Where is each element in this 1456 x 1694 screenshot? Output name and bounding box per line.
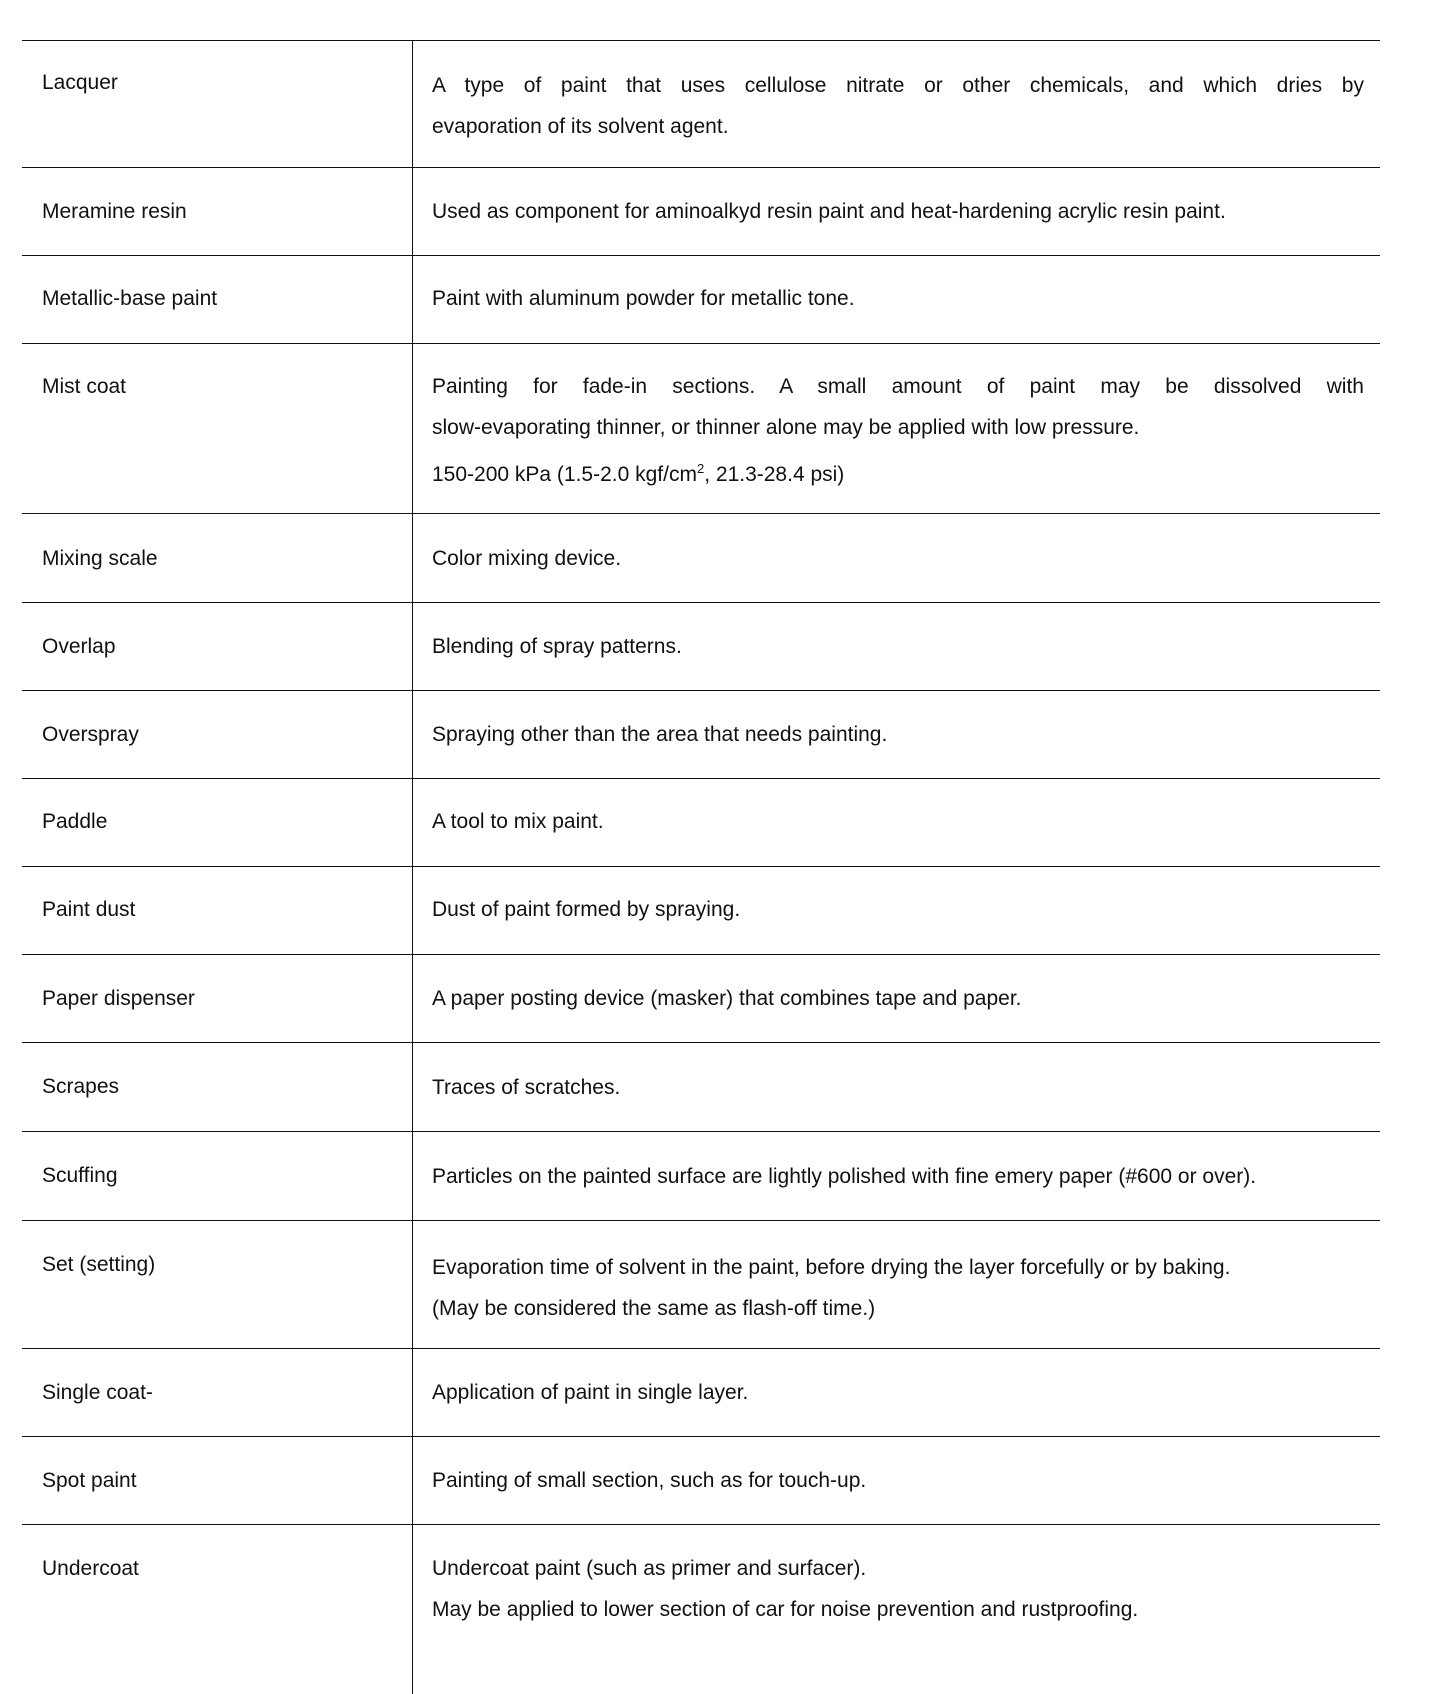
table-row — [22, 1524, 1380, 1674]
term-cell: Scuffing — [42, 1164, 118, 1187]
definition-cell — [432, 1067, 1364, 1108]
term-cell: Scrapes — [42, 1075, 120, 1098]
term-cell: Set (setting) — [42, 1253, 156, 1276]
term-cell: Overspray — [42, 723, 139, 746]
term-cell: Overlap — [42, 635, 116, 658]
table-row — [22, 1131, 1380, 1220]
superscript: 2 — [696, 461, 705, 476]
table-row — [22, 1042, 1380, 1131]
term-cell: Undercoat — [42, 1557, 139, 1580]
definition-line: Particles on the painted surface are lightly polished with fine emery paper (#600 or over). — [432, 1165, 1257, 1188]
definition-line: (May be considered the same as flash-off time.) — [432, 1297, 876, 1320]
definition-cell — [432, 191, 1364, 232]
definition-line: A type of paint that uses cellulose nitrate or other chemicals, and which dries by — [432, 74, 1364, 97]
definition-cell — [432, 801, 1364, 842]
definition-line: May be applied to lower section of car for noise prevention and rustproofing. — [432, 1598, 1139, 1621]
definition-line: Traces of scratches. — [432, 1076, 621, 1099]
definition-line: Application of paint in single layer. — [432, 1381, 749, 1404]
table-row — [22, 602, 1380, 690]
definition-line: slow-evaporating thinner, or thinner alone may be applied with low pressure. — [432, 416, 1140, 439]
definition-line: Dust of paint formed by spraying. — [432, 898, 741, 921]
definition-cell — [432, 1247, 1364, 1329]
table-row — [22, 167, 1380, 255]
table-row — [22, 255, 1380, 343]
definition-cell — [432, 1460, 1364, 1501]
table-row — [22, 513, 1380, 602]
term-cell: Meramine resin — [42, 200, 187, 223]
term-cell: Single coat- — [42, 1381, 153, 1404]
definition-cell — [432, 626, 1364, 667]
definition-cell — [432, 65, 1364, 147]
glossary-table — [22, 40, 1380, 1674]
definition-line: Undercoat paint (such as primer and surfacer). — [432, 1557, 867, 1580]
table-row — [22, 1436, 1380, 1524]
definition-line: Color mixing device. — [432, 547, 622, 570]
term-cell: Metallic-base paint — [42, 287, 218, 310]
definition-line: Painting of small section, such as for touch-up. — [432, 1469, 867, 1492]
definition-cell — [432, 714, 1364, 755]
definition-line: A tool to mix paint. — [432, 810, 604, 833]
table-row — [22, 866, 1380, 954]
table-row — [22, 40, 1380, 167]
definition-cell — [432, 278, 1364, 319]
definition-cell — [432, 1548, 1364, 1630]
definition-line: Paint with aluminum powder for metallic tone. — [432, 287, 855, 310]
definition-cell — [432, 1372, 1364, 1413]
definition-line: Spraying other than the area that needs painting. — [432, 723, 888, 746]
definition-cell — [432, 889, 1364, 930]
term-cell: Paper dispenser — [42, 987, 195, 1010]
term-cell: Mixing scale — [42, 547, 158, 570]
table-row — [22, 690, 1380, 778]
term-cell: Spot paint — [42, 1469, 137, 1492]
term-cell: Lacquer — [42, 71, 118, 94]
table-row — [22, 343, 1380, 513]
definition-cell — [432, 1156, 1364, 1197]
definition-line: Used as component for aminoalkyd resin paint and heat-hardening acrylic resin paint. — [432, 200, 1226, 223]
table-row — [22, 1220, 1380, 1348]
table-row — [22, 954, 1380, 1042]
definition-cell — [432, 538, 1364, 579]
term-cell: Paint dust — [42, 898, 136, 921]
definition-line: Blending of spray patterns. — [432, 635, 682, 658]
table-row — [22, 1348, 1380, 1436]
definition-line: evaporation of its solvent agent. — [432, 115, 729, 138]
definition-line: A paper posting device (masker) that combines tape and paper. — [432, 987, 1022, 1010]
definition-line: Evaporation time of solvent in the paint, before drying the layer forcefully or by baking. — [432, 1256, 1231, 1279]
term-cell: Mist coat — [42, 375, 127, 398]
pressure-spec: 150-200 kPa (1.5-2.0 kgf/$cm^2$, 21.3-28.4 psi) — [432, 461, 845, 486]
definition-line: Painting for fade-in sections. A small amount of paint may be dissolved with — [432, 375, 1364, 398]
table-row — [22, 778, 1380, 866]
term-cell: Paddle — [42, 810, 108, 833]
definition-cell — [432, 366, 1364, 495]
definition-cell — [432, 978, 1364, 1019]
